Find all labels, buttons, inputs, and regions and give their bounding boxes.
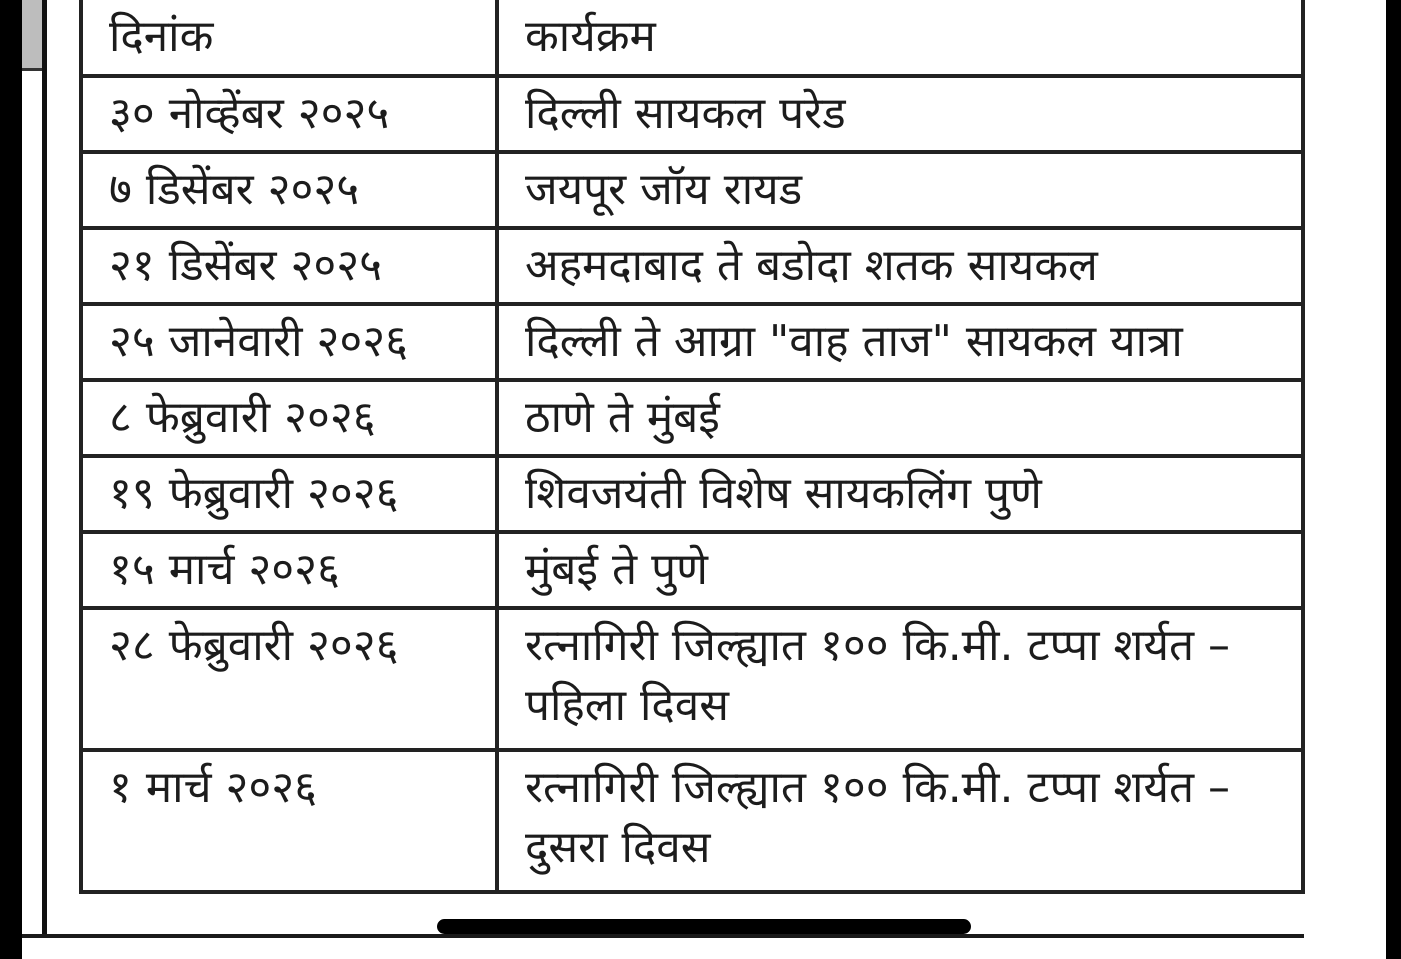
row-event: मुंबई ते पुणे bbox=[497, 532, 1303, 608]
table-header-row bbox=[81, 0, 1303, 76]
row-event: शिवजयंती विशेष सायकलिंग पुणे bbox=[497, 456, 1303, 532]
row-event: रत्नागिरी जिल्ह्यात १०० कि.मी. टप्पा शर्यत – दुसरा दिवस bbox=[497, 750, 1303, 892]
row-event: ठाणे ते मुंबई bbox=[497, 380, 1303, 456]
row-event: दिल्ली सायकल परेड bbox=[497, 76, 1303, 152]
row-date: २१ डिसेंबर २०२५ bbox=[81, 228, 497, 304]
page-bottom-rule bbox=[22, 934, 1304, 938]
left-screen-edge bbox=[0, 0, 22, 959]
row-date: ८ फेब्रुवारी २०२६ bbox=[81, 380, 497, 456]
row-date: २८ फेब्रुवारी २०२६ bbox=[81, 608, 497, 750]
row-date: २५ जानेवारी २०२६ bbox=[81, 304, 497, 380]
table-row bbox=[81, 532, 1303, 608]
table-row bbox=[81, 304, 1303, 380]
table-row bbox=[81, 76, 1303, 152]
table-row bbox=[81, 750, 1303, 892]
row-date: ३० नोव्हेंबर २०२५ bbox=[81, 76, 497, 152]
table-row bbox=[81, 228, 1303, 304]
page-margin-shadow bbox=[22, 0, 42, 70]
table-row bbox=[81, 380, 1303, 456]
row-date: १९ फेब्रुवारी २०२६ bbox=[81, 456, 497, 532]
header-event: कार्यक्रम bbox=[497, 0, 1303, 76]
row-event: दिल्ली ते आग्रा "वाह ताज" सायकल यात्रा bbox=[497, 304, 1303, 380]
table-row bbox=[81, 152, 1303, 228]
row-event: रत्नागिरी जिल्ह्यात १०० कि.मी. टप्पा शर्यत – पहिला दिवस bbox=[497, 608, 1303, 750]
row-date: ७ डिसेंबर २०२५ bbox=[81, 152, 497, 228]
row-date: १५ मार्च २०२६ bbox=[81, 532, 497, 608]
event-schedule-table bbox=[79, 0, 1305, 894]
right-screen-edge bbox=[1386, 0, 1401, 959]
header-date: दिनांक bbox=[81, 0, 497, 76]
row-event: जयपूर जॉय रायड bbox=[497, 152, 1303, 228]
table-row bbox=[81, 608, 1303, 750]
row-date: १ मार्च २०२६ bbox=[81, 750, 497, 892]
row-event: अहमदाबाद ते बडोदा शतक सायकल bbox=[497, 228, 1303, 304]
home-indicator-bar[interactable] bbox=[437, 919, 971, 934]
table-row bbox=[81, 456, 1303, 532]
page-border-line bbox=[42, 0, 47, 935]
